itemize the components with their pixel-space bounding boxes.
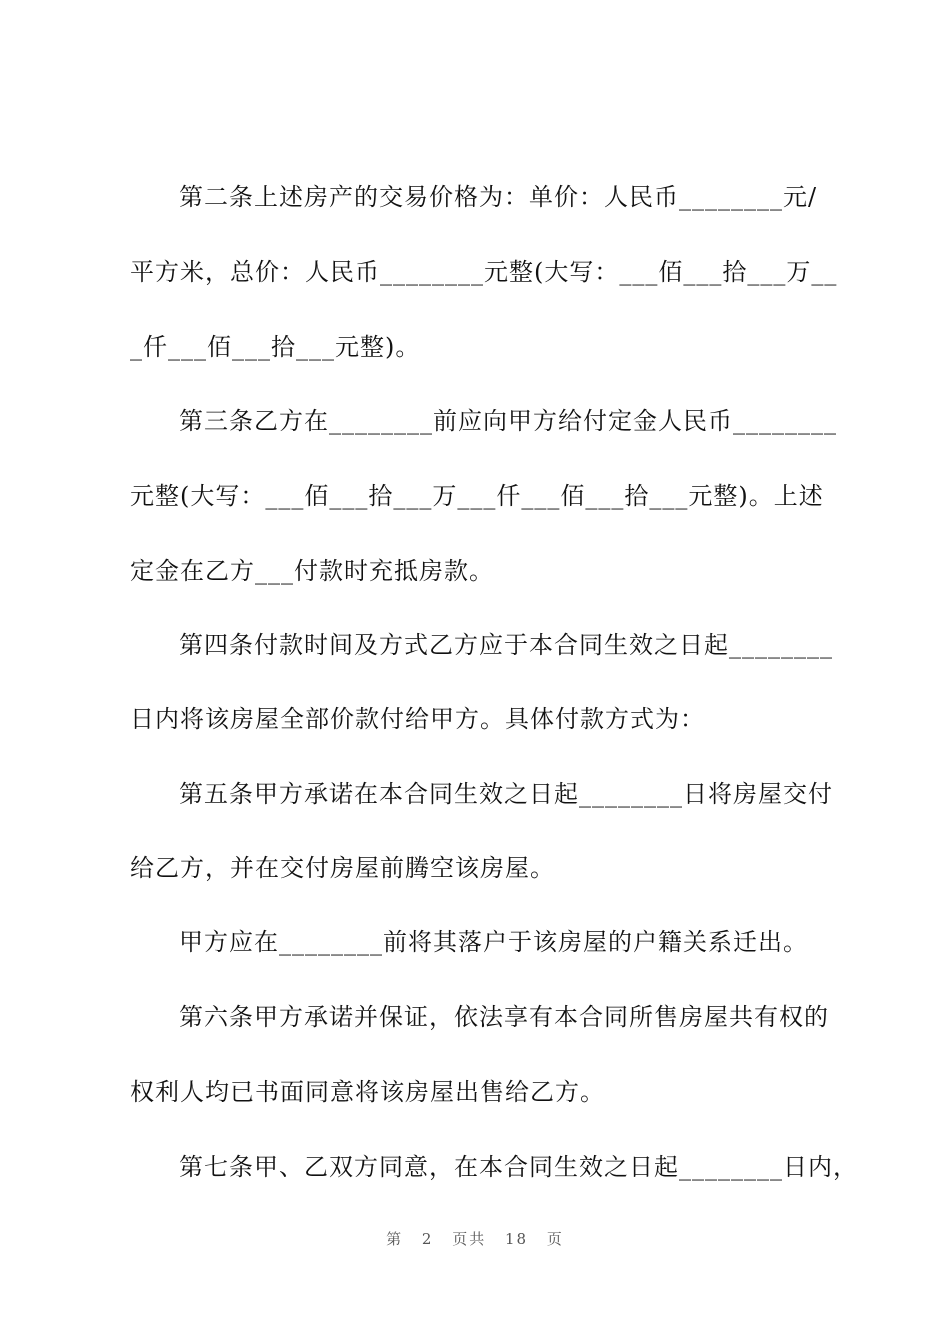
article-6-line-2: 权利人均已书面同意将该房屋出售给乙方。 (130, 1078, 605, 1106)
footer-page-suffix: 页 (546, 1230, 564, 1248)
article-2-line-1: 第二条上述房产的交易价格为：单价：人民币________元/ (179, 183, 818, 211)
article-4-line-2: 日内将该房屋全部价款付给甲方。具体付款方式为： (130, 705, 705, 733)
article-3-line-2: 元整(大写：___佰___拾___万___仟___佰___拾___元整)。上述 (130, 482, 824, 510)
footer-total-label: 页共 (452, 1230, 487, 1248)
article-3-line-3: 定金在乙方___付款时充抵房款。 (130, 557, 494, 585)
page-footer (0, 1228, 950, 1249)
article-5-paragraph-2: 甲方应在________前将其落户于该房屋的户籍关系迁出。 (179, 928, 808, 956)
article-7-line-1: 第七条甲、乙双方同意，在本合同生效之日起________日内， (179, 1153, 858, 1181)
article-2-line-2: 平方米，总价：人民币________元整(大写：___佰___拾___万__ (130, 258, 838, 286)
article-6-line-1: 第六条甲方承诺并保证，依法享有本合同所售房屋共有权的 (179, 1003, 829, 1031)
footer-current-page: 2 (421, 1230, 434, 1248)
article-5-line-2: 给乙方，并在交付房屋前腾空该房屋。 (130, 854, 555, 882)
footer-page-label: 第 (386, 1230, 404, 1248)
article-3-line-1: 第三条乙方在________前应向甲方给付定金人民币________ (179, 407, 837, 435)
footer-total-pages: 18 (505, 1230, 529, 1248)
article-2-line-3: _仟___佰___拾___元整)。 (130, 333, 421, 361)
article-5-line-1: 第五条甲方承诺在本合同生效之日起________日将房屋交付 (179, 780, 833, 808)
article-4-line-1: 第四条付款时间及方式乙方应于本合同生效之日起________ (179, 631, 833, 659)
